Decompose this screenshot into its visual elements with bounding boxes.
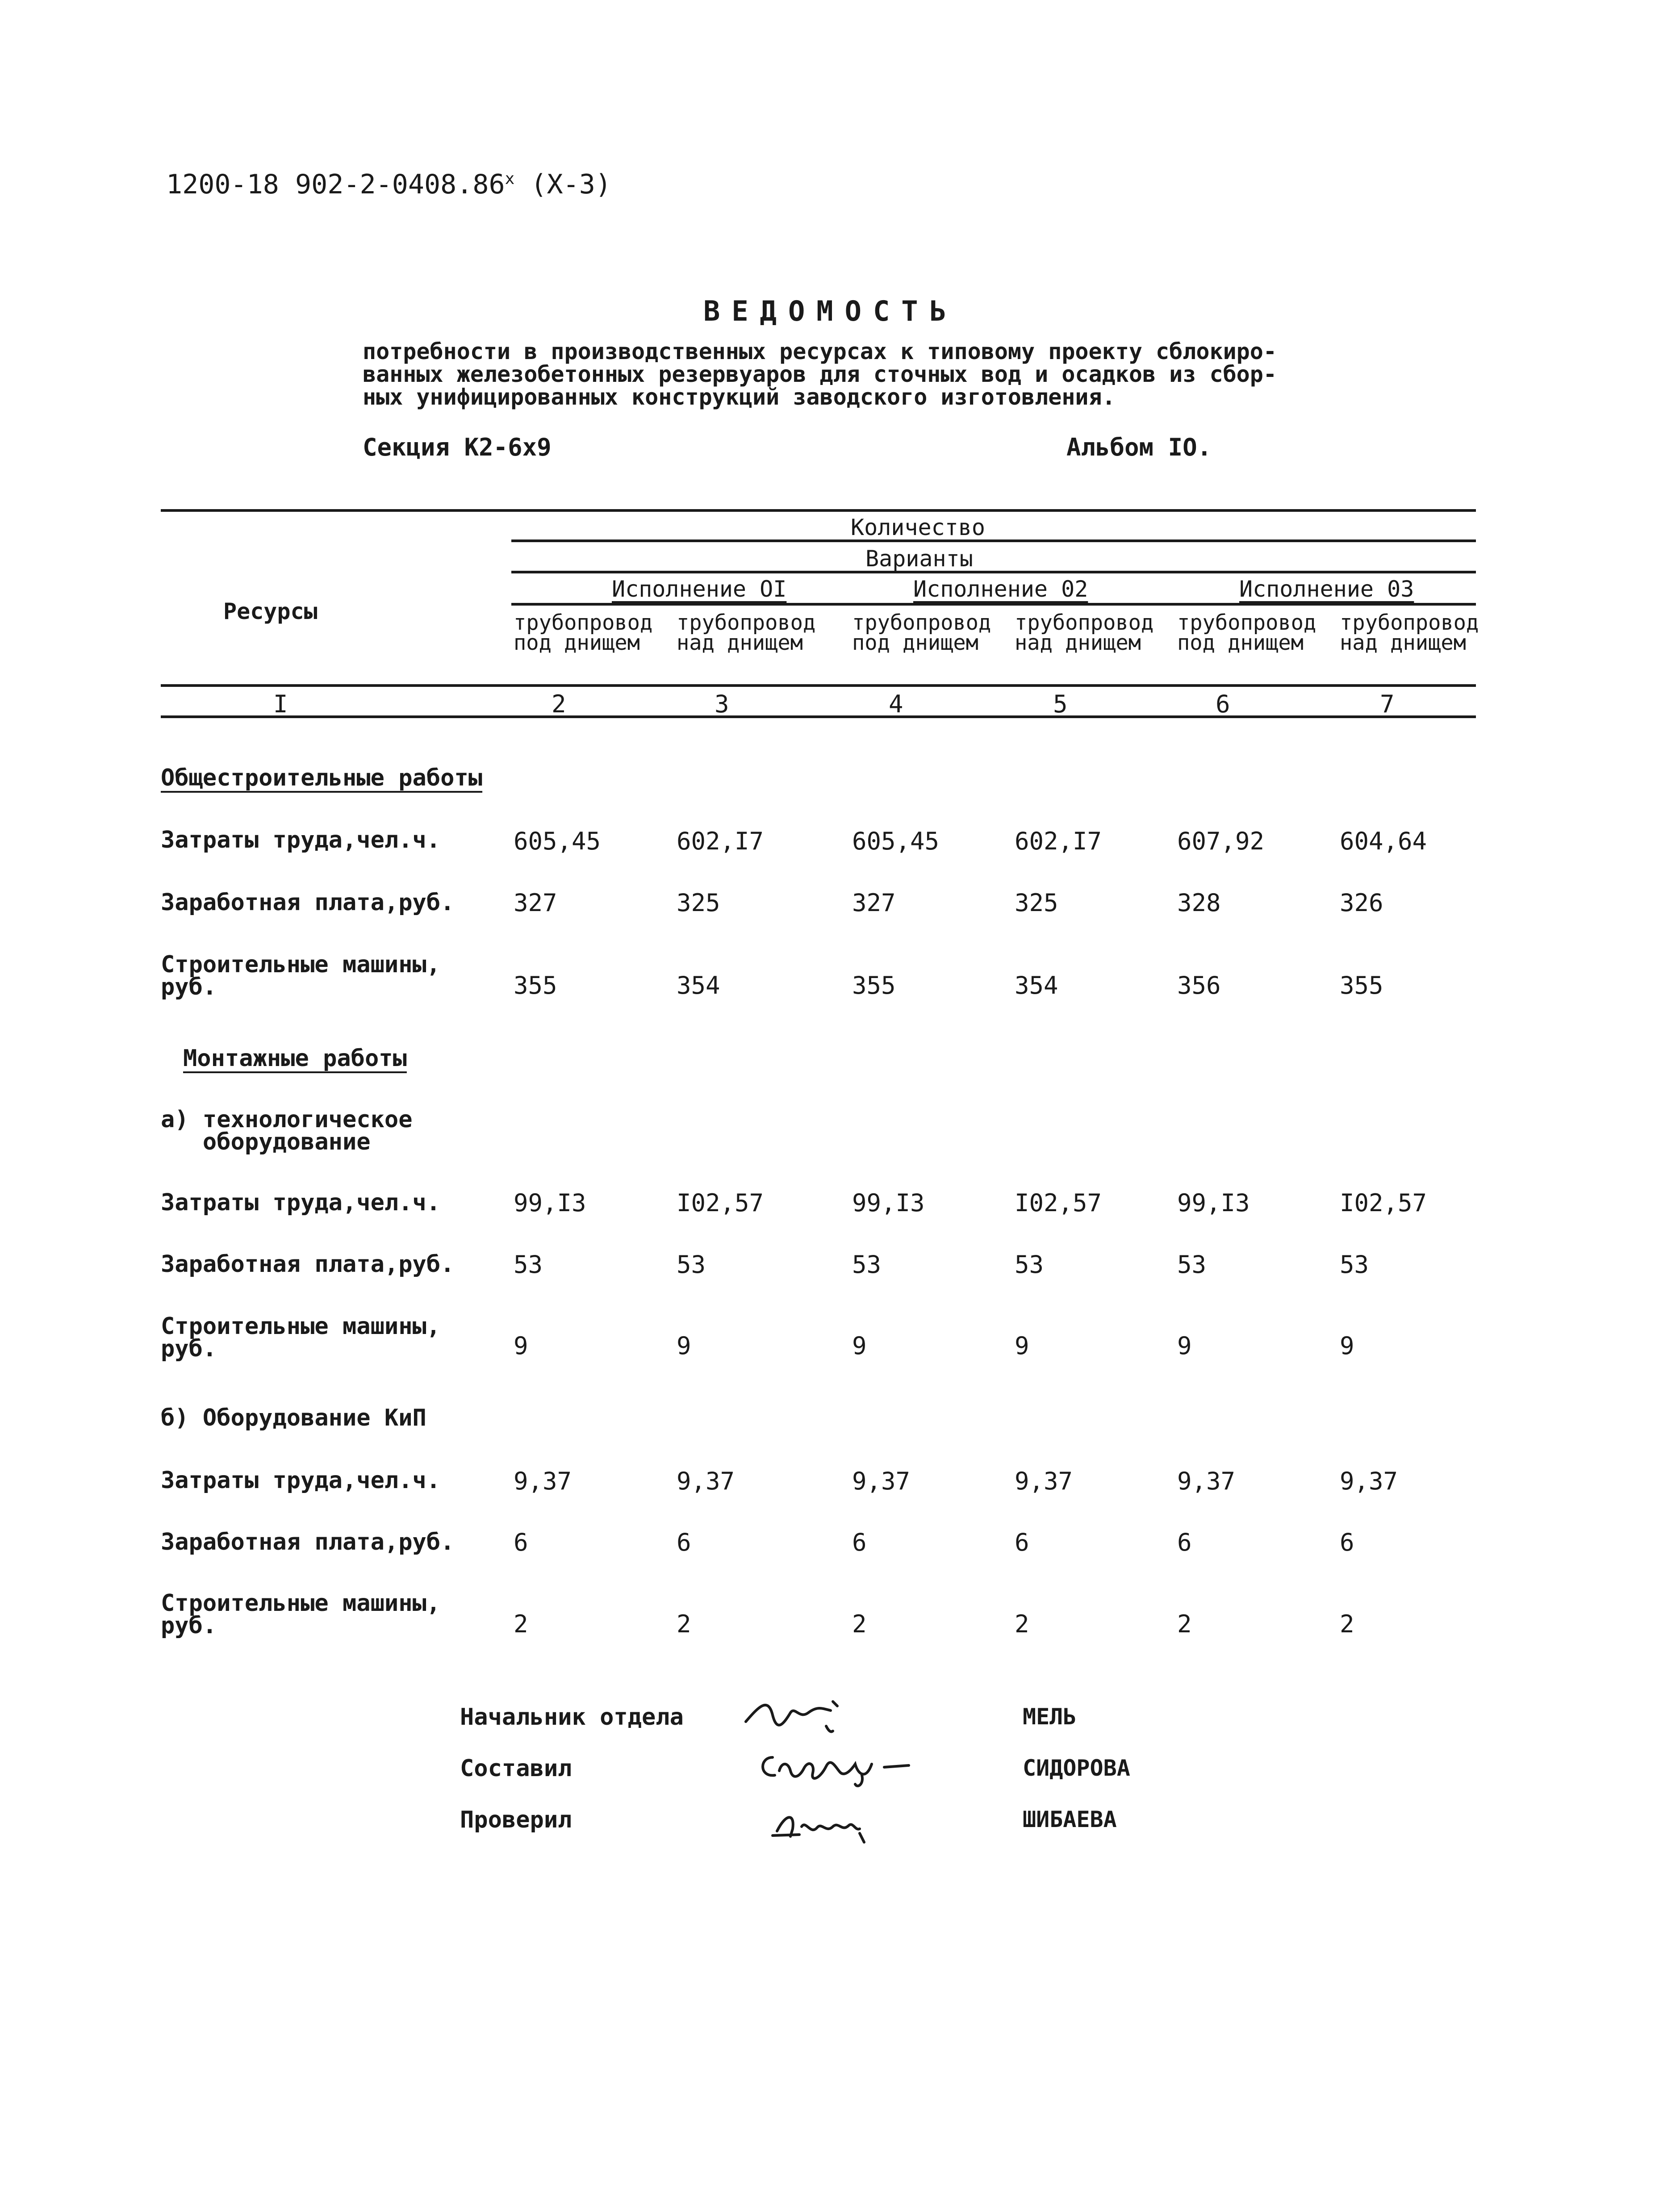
table-cell: 9,37: [852, 1467, 911, 1495]
table-cell: 9: [677, 1332, 691, 1360]
handwritten-signature-checked: [768, 1800, 884, 1849]
table-cell: 355: [852, 971, 896, 999]
col-number-4: 4: [889, 690, 903, 718]
table-cell: 354: [677, 971, 720, 999]
table-cell: 354: [1015, 971, 1058, 999]
table-cell: 9,37: [1340, 1467, 1398, 1495]
table-cell: 356: [1177, 971, 1221, 999]
table-cell: 602,I7: [1015, 827, 1102, 855]
table-cell: 2: [1015, 1610, 1029, 1638]
subcol-header-4: трубопровод под днищем: [852, 610, 991, 655]
table-cell: 355: [1340, 971, 1383, 999]
document-code: 1200-18 902-2-0408.86: [166, 169, 505, 200]
subcol-header-3: трубопровод над днищем: [677, 610, 816, 655]
table-cell: 9,37: [1015, 1467, 1073, 1495]
row-label: Заработная плата,руб.: [161, 889, 455, 916]
document-code-superscript: x: [505, 170, 515, 188]
row-label: Строительные машины, руб.: [161, 951, 441, 1000]
table-cell: 99,I3: [514, 1189, 586, 1217]
table-top-rule: [161, 509, 1476, 512]
table-cell: 9: [1340, 1332, 1354, 1360]
section-heading-installation-works: Монтажные работы: [183, 1045, 407, 1072]
col-number-1: I: [273, 690, 288, 718]
header-bottom-rule-2: [161, 715, 1476, 718]
row-label: Затраты труда,чел.ч.: [161, 1189, 441, 1216]
table-cell: 2: [1340, 1610, 1354, 1638]
signature-name-checked: ШИБАЕВА: [1023, 1806, 1117, 1832]
table-cell: 9: [1015, 1332, 1029, 1360]
subcol-header-5: трубопровод над днищем: [1015, 610, 1154, 655]
table-cell: 2: [1177, 1610, 1192, 1638]
table-cell: I02,57: [1340, 1189, 1427, 1217]
row-label: Затраты труда,чел.ч.: [161, 1467, 441, 1494]
col-number-3: 3: [715, 690, 729, 718]
table-cell: 325: [677, 889, 720, 917]
table-cell: 327: [514, 889, 557, 917]
signature-name-head: МЕЛЬ: [1023, 1704, 1077, 1730]
table-cell: 6: [852, 1528, 867, 1556]
table-cell: 2: [852, 1610, 867, 1638]
col-number-2: 2: [552, 690, 566, 718]
row-label: Заработная плата,руб.: [161, 1251, 455, 1278]
col-number-7: 7: [1380, 690, 1395, 718]
subsection-heading-instrumentation: б) Оборудование КиП: [161, 1405, 426, 1431]
table-cell: I02,57: [677, 1189, 764, 1217]
table-cell: 53: [514, 1250, 543, 1279]
table-cell: 325: [1015, 889, 1058, 917]
table-cell: 9: [1177, 1332, 1192, 1360]
section-label: Секция К2-6х9: [363, 433, 552, 461]
subcol-header-7: трубопровод над днищем: [1340, 610, 1479, 655]
row-label: Затраты труда,чел.ч.: [161, 827, 441, 853]
subcol-header-2: трубопровод под днищем: [514, 610, 653, 655]
table-cell: 326: [1340, 889, 1383, 917]
table-cell: 6: [1177, 1528, 1192, 1556]
handwritten-signature-head: [741, 1688, 857, 1737]
table-cell: 99,I3: [1177, 1189, 1250, 1217]
table-cell: 53: [677, 1250, 706, 1279]
resources-header: Ресурсы: [223, 598, 318, 624]
document-reference: [166, 169, 611, 200]
document-subtitle: потребности в производственных ресурсах к типовому проекту сблокиро- ванных железобетонных резервуаров для сточных вод и осадков из сбор- ных унифицированных конструкций заводского изготовления.: [363, 339, 1277, 410]
header-bottom-rule-1: [161, 684, 1476, 687]
executions-rule: [511, 603, 1476, 606]
table-cell: 53: [1340, 1250, 1369, 1279]
variants-rule: [511, 571, 1476, 573]
variants-header: Варианты: [865, 546, 973, 572]
signature-role-checked: Проверил: [460, 1806, 572, 1833]
quantity-rule: [511, 539, 1476, 542]
table-cell: 53: [1177, 1250, 1207, 1279]
document-title: ВЕДОМОСТЬ: [703, 295, 958, 327]
table-cell: 605,45: [514, 827, 601, 855]
execution-02-header: Исполнение 02: [913, 576, 1088, 602]
table-cell: I02,57: [1015, 1189, 1102, 1217]
execution-01-header: Исполнение OI: [612, 576, 787, 602]
table-cell: 6: [514, 1528, 528, 1556]
row-label: Заработная плата,руб.: [161, 1529, 455, 1556]
handwritten-signature-compiled: [755, 1739, 915, 1793]
section-heading-general-works: Общестроительные работы: [161, 765, 483, 791]
quantity-header: Количество: [851, 514, 986, 540]
table-cell: 602,I7: [677, 827, 764, 855]
table-cell: 6: [677, 1528, 691, 1556]
table-cell: 328: [1177, 889, 1221, 917]
document-code-tail: (X-3): [514, 169, 612, 200]
table-cell: 53: [852, 1250, 882, 1279]
subsection-heading-technological-equipment: а) технологическое оборудование: [161, 1106, 413, 1155]
table-cell: 6: [1340, 1528, 1354, 1556]
signature-role-head: Начальник отдела: [460, 1704, 684, 1731]
subcol-header-6: трубопровод под днищем: [1177, 610, 1316, 655]
table-cell: 607,92: [1177, 827, 1265, 855]
album-label: Альбом IO.: [1066, 433, 1212, 461]
table-cell: 9,37: [1177, 1467, 1236, 1495]
table-cell: 9: [852, 1332, 867, 1360]
execution-03-header: Исполнение 03: [1239, 576, 1414, 602]
signature-role-compiled: Составил: [460, 1755, 572, 1782]
table-cell: 2: [514, 1610, 528, 1638]
col-number-5: 5: [1053, 690, 1068, 718]
signature-name-compiled: СИДОРОВА: [1023, 1755, 1130, 1781]
table-cell: 355: [514, 971, 557, 999]
col-number-6: 6: [1216, 690, 1230, 718]
row-label: Строительные машины, руб.: [161, 1313, 441, 1362]
table-cell: 2: [677, 1610, 691, 1638]
table-cell: 604,64: [1340, 827, 1427, 855]
table-cell: 9,37: [514, 1467, 572, 1495]
table-cell: 327: [852, 889, 896, 917]
table-cell: 99,I3: [852, 1189, 925, 1217]
row-label: Строительные машины, руб.: [161, 1590, 441, 1639]
table-cell: 605,45: [852, 827, 940, 855]
table-cell: 53: [1015, 1250, 1044, 1279]
table-cell: 9,37: [677, 1467, 735, 1495]
table-cell: 6: [1015, 1528, 1029, 1556]
table-cell: 9: [514, 1332, 528, 1360]
